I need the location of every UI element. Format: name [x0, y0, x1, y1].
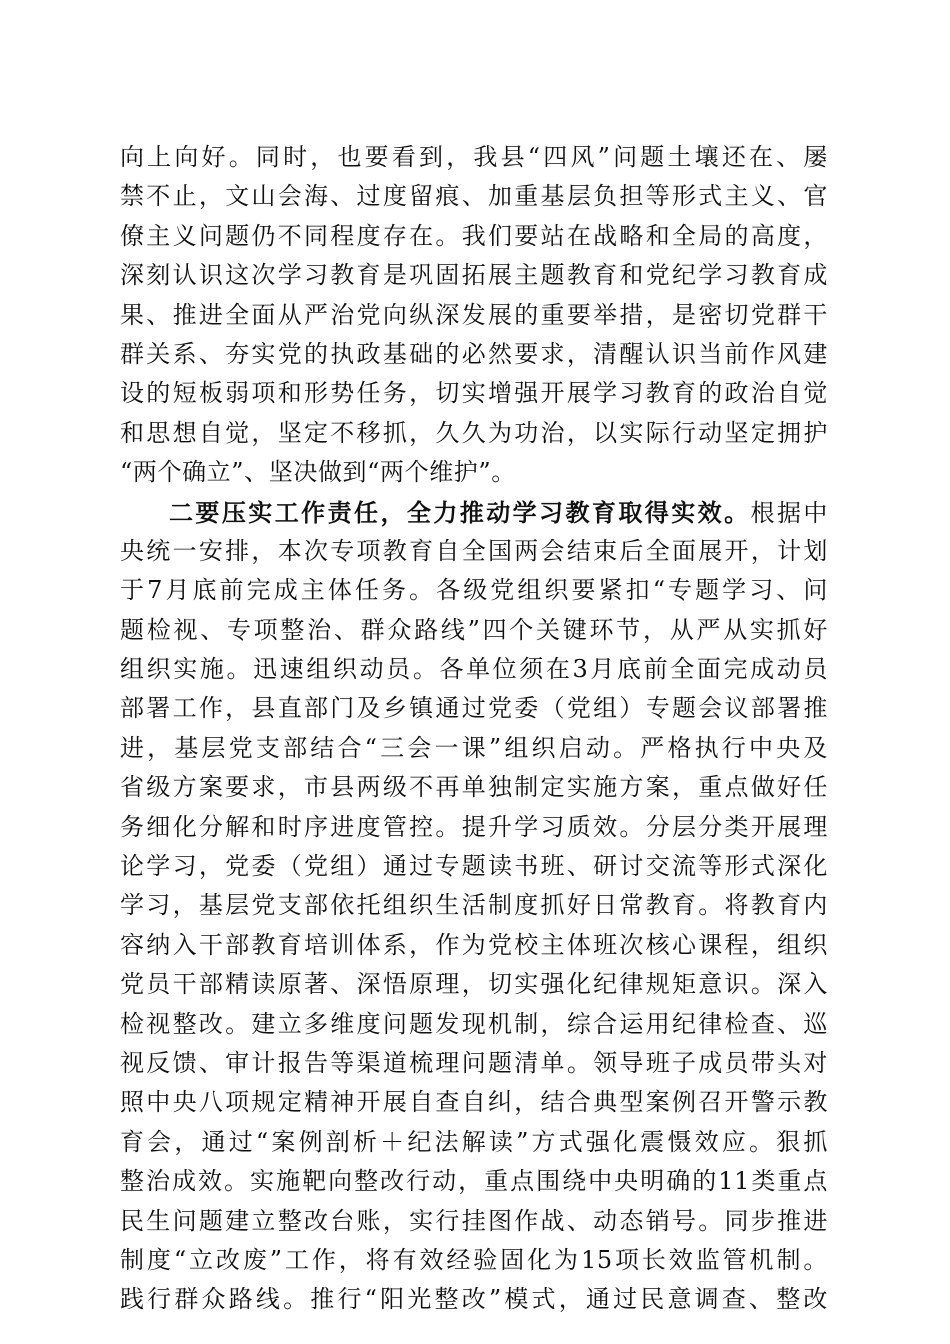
text-line: 禁不止，文山会海、过度留痕、加重基层负担等形式主义、官: [120, 182, 828, 211]
text-line: 部署工作，县直部门及乡镇通过党委（党组）专题会议部署推: [120, 694, 828, 723]
paragraph-heading: 二要压实工作责任，全力推动学习教育取得实效。: [169, 497, 751, 527]
text-line: 于7月底前完成主体任务。各级党组织要紧扣“专题学习、问: [120, 576, 828, 605]
text-line: 制度“立改废”工作，将有效经验固化为15项长效监管机制。: [120, 1245, 828, 1274]
paragraph-2: [120, 493, 828, 1320]
text-line: 践行群众路线。推行“阳光整改”模式，通过民意调查、整改: [120, 1285, 828, 1314]
text-line: 和思想自觉，坚定不移抓，久久为功治，以实际行动坚定拥护: [120, 418, 828, 447]
text-line: 检视整改。建立多维度问题发现机制，综合运用纪律检查、巡: [120, 1009, 828, 1038]
text-line: 题检视、专项整治、群众路线”四个关键环节，从严从实抓好: [120, 615, 828, 644]
paragraph-2-first-line: [120, 493, 828, 532]
text-line: 党员干部精读原著、深悟原理，切实强化纪律规矩意识。深入: [120, 970, 828, 999]
paragraph-1: [120, 138, 828, 493]
text-line: 务细化分解和时序进度管控。提升学习质效。分层分类开展理: [120, 812, 828, 841]
text-line: 群关系、夯实党的执政基础的必然要求，清醒认识当前作风建: [120, 339, 828, 368]
text-line: 组织实施。迅速组织动员。各单位须在3月底前全面完成动员: [120, 655, 828, 684]
text-line: “两个确立”、坚决做到“两个维护”。: [120, 458, 516, 487]
text-line: 央统一安排，本次专项教育自全国两会结束后全面展开，计划: [120, 536, 828, 565]
text-line: 整治成效。实施靶向整改行动，重点围绕中央明确的11类重点: [120, 1167, 828, 1196]
text-line: 论学习，党委（党组）通过专题读书班、研讨交流等形式深化: [120, 852, 828, 881]
text-line: 设的短板弱项和形势任务，切实增强开展学习教育的政治自觉: [120, 379, 828, 408]
body-text: [120, 138, 828, 1320]
text-line: 容纳入干部教育培训体系，作为党校主体班次核心课程，组织: [120, 930, 828, 959]
text-line: 深刻认识这次学习教育是巩固拓展主题教育和党纪学习教育成: [120, 261, 828, 290]
text-line: 进，基层党支部结合“三会一课”组织启动。严格执行中央及: [120, 733, 828, 762]
text-line: 省级方案要求，市县两级不再单独制定实施方案，重点做好任: [120, 773, 828, 802]
text-line: 视反馈、审计报告等渠道梳理问题清单。领导班子成员带头对: [120, 1048, 828, 1077]
text-line: 学习，基层党支部依托组织生活制度抓好日常教育。将教育内: [120, 891, 828, 920]
heading-continuation: 根据中: [750, 498, 828, 527]
text-line: 民生问题建立整改台账，实行挂图作战、动态销号。同步推进: [120, 1206, 828, 1235]
text-line: 果、推进全面从严治党向纵深发展的重要举措，是密切党群干: [120, 300, 828, 329]
text-line: 照中央八项规定精神开展自查自纠，结合典型案例召开警示教: [120, 1088, 828, 1117]
text-line: 僚主义问题仍不同程度存在。我们要站在战略和全局的高度，: [120, 221, 828, 250]
text-line: 向上向好。同时，也要看到，我县“四风”问题土壤还在、屡: [120, 143, 828, 171]
text-line: 育会，通过“案例剖析＋纪法解读”方式强化震慑效应。狠抓: [120, 1127, 828, 1156]
